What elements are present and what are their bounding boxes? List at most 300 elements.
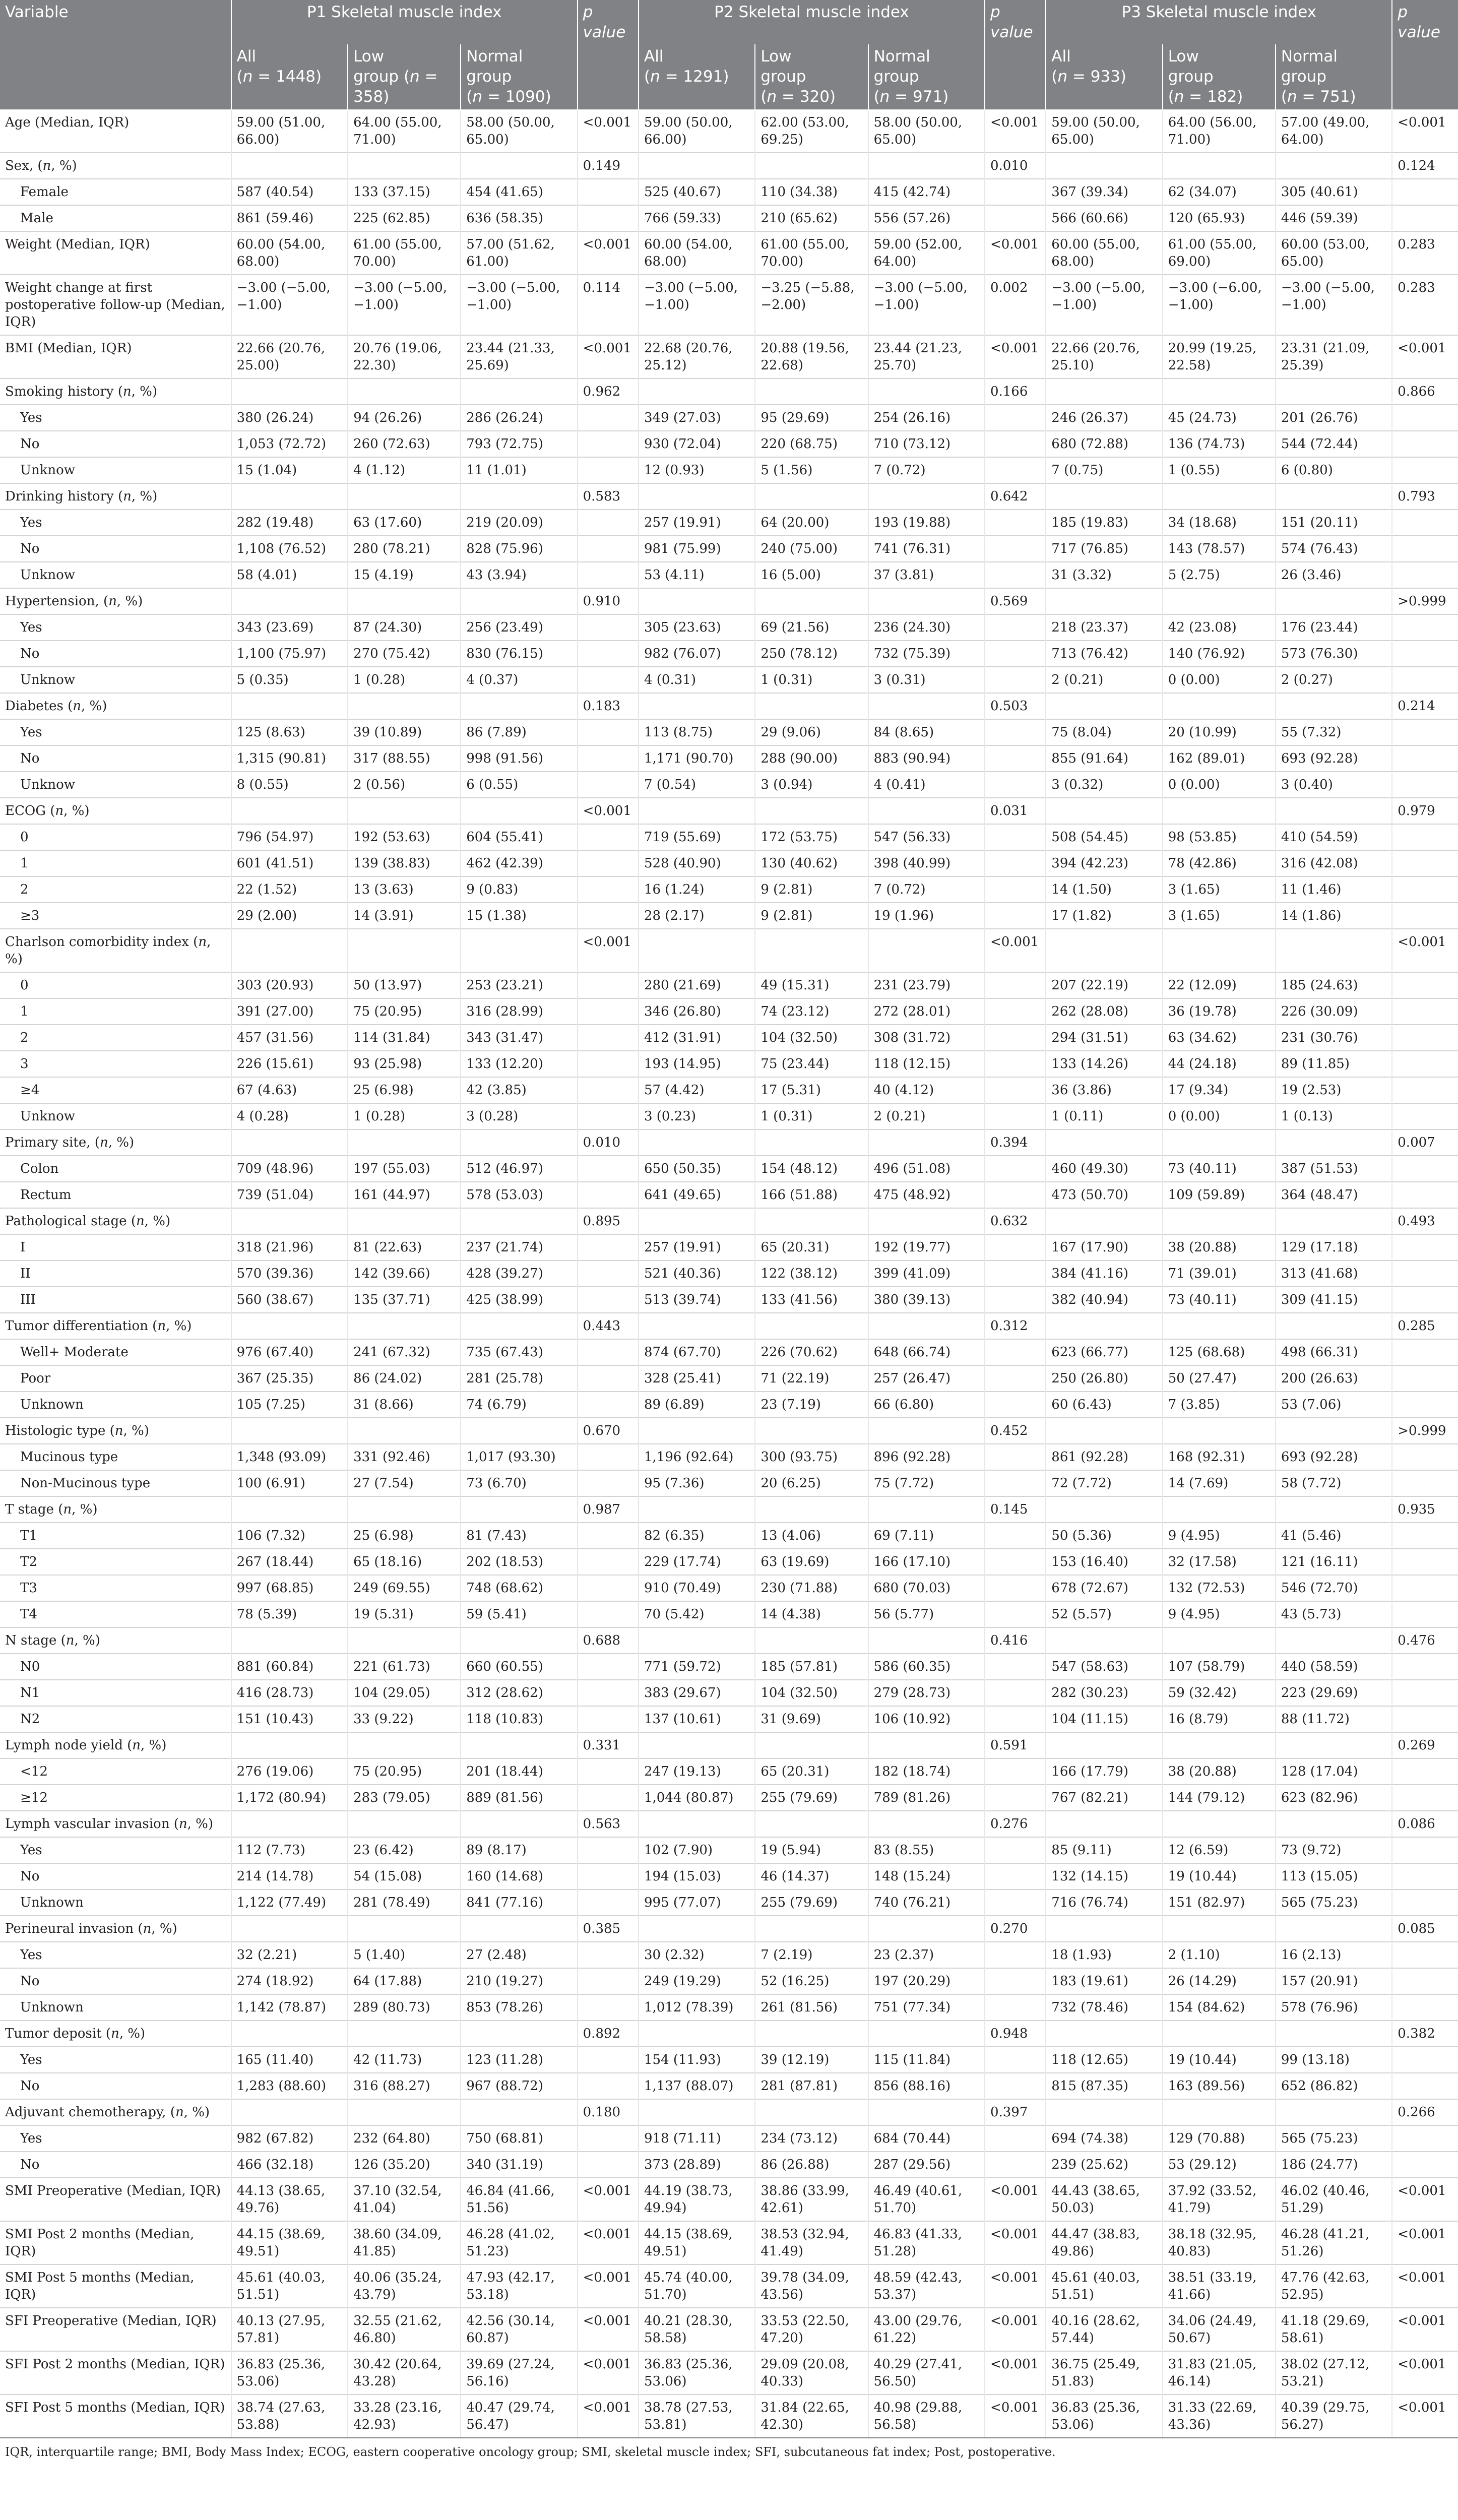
value-cell <box>348 798 461 824</box>
table-row <box>0 457 1458 483</box>
p-value-cell <box>985 1549 1046 1575</box>
p-value-cell <box>578 1889 639 1916</box>
value-cell: 281 (87.81) <box>755 2073 868 2099</box>
p-value-cell: 0.632 <box>985 1208 1046 1234</box>
value-cell <box>755 1129 868 1156</box>
value-cell: 460 (49.30) <box>1046 1156 1162 1182</box>
value-cell: 121 (16.11) <box>1276 1549 1392 1575</box>
value-cell: 19 (1.96) <box>868 903 985 929</box>
row-label: T stage (n, %) <box>0 1496 231 1523</box>
value-cell: 44.47 (38.83, 49.86) <box>1046 2221 1162 2264</box>
value-cell: 42 (3.85) <box>461 1077 577 1103</box>
value-cell <box>1163 1208 1276 1234</box>
value-cell: 82 (6.35) <box>639 1523 755 1549</box>
p-value-cell: 0.085 <box>1392 1916 1458 1942</box>
value-cell <box>1046 693 1162 719</box>
value-cell: 52 (16.25) <box>755 1968 868 1994</box>
p-value-cell <box>1392 1103 1458 1129</box>
value-cell: 38.78 (27.53, 53.81) <box>639 2395 755 2437</box>
p-value-cell <box>578 1994 639 2021</box>
value-cell: 182 (18.74) <box>868 1758 985 1785</box>
value-cell: 4 (1.12) <box>348 457 461 483</box>
value-cell: 129 (17.18) <box>1276 1234 1392 1261</box>
p-value-cell <box>578 1942 639 1968</box>
value-cell: 60.00 (55.00, 68.00) <box>1046 231 1162 275</box>
value-cell: 44.43 (38.65, 50.03) <box>1046 2178 1162 2221</box>
value-cell <box>868 1129 985 1156</box>
value-cell: 446 (59.39) <box>1276 205 1392 231</box>
value-cell: 648 (66.74) <box>868 1339 985 1365</box>
subheader-p1-all: All (n = 1448) <box>231 44 348 109</box>
p-value-cell <box>578 1601 639 1627</box>
p-value-cell: 0.397 <box>985 2099 1046 2125</box>
p-value-cell <box>1392 1837 1458 1863</box>
value-cell: 185 (24.63) <box>1276 972 1392 998</box>
subheader-p3-low-group: Low group (n = 182) <box>1163 44 1276 109</box>
p-value-cell <box>1392 1863 1458 1889</box>
value-cell: 660 (60.55) <box>461 1654 577 1680</box>
row-label: SMI Post 2 months (Median, IQR) <box>0 2221 231 2264</box>
p-value-cell <box>985 745 1046 772</box>
value-cell <box>755 693 868 719</box>
value-cell <box>1046 1129 1162 1156</box>
value-cell <box>1163 2099 1276 2125</box>
value-cell: 1,196 (92.64) <box>639 1444 755 1470</box>
value-cell: 73 (40.11) <box>1163 1287 1276 1313</box>
value-cell: 202 (18.53) <box>461 1549 577 1575</box>
p-value-cell: >0.999 <box>1392 588 1458 614</box>
row-label: Male <box>0 205 231 231</box>
p-value-cell <box>1392 998 1458 1025</box>
value-cell <box>755 379 868 405</box>
value-cell <box>755 1313 868 1339</box>
value-cell <box>1163 1627 1276 1654</box>
value-cell: 60.00 (54.00, 68.00) <box>639 231 755 275</box>
value-cell: 73 (6.70) <box>461 1470 577 1496</box>
p-value-cell: 0.331 <box>578 1732 639 1758</box>
p-value-cell <box>1392 903 1458 929</box>
value-cell <box>1046 1418 1162 1444</box>
value-cell: 1 (0.11) <box>1046 1103 1162 1129</box>
p-value-cell <box>1392 772 1458 798</box>
value-cell: 918 (71.11) <box>639 2125 755 2152</box>
p-value-cell <box>578 1654 639 1680</box>
value-cell: 118 (10.83) <box>461 1706 577 1732</box>
value-cell: 38.86 (33.99, 42.61) <box>755 2178 868 2221</box>
value-cell: 1,017 (93.30) <box>461 1444 577 1470</box>
value-cell: 14 (4.38) <box>755 1601 868 1627</box>
value-cell <box>755 798 868 824</box>
value-cell: −3.00 (−5.00, −1.00) <box>231 275 348 335</box>
value-cell: 135 (37.71) <box>348 1287 461 1313</box>
p-value-cell <box>985 1103 1046 1129</box>
value-cell <box>755 2021 868 2047</box>
value-cell <box>348 1313 461 1339</box>
value-cell: 17 (1.82) <box>1046 903 1162 929</box>
value-cell: 132 (14.15) <box>1046 1863 1162 1889</box>
value-cell: 29 (9.06) <box>755 719 868 745</box>
p-value-cell <box>1392 614 1458 641</box>
p-value-cell <box>578 405 639 431</box>
value-cell: 1 (0.13) <box>1276 1103 1392 1129</box>
value-cell: 1,053 (72.72) <box>231 431 348 457</box>
p-value-cell <box>1392 536 1458 562</box>
value-cell: 23 (6.42) <box>348 1837 461 1863</box>
value-cell: 44.15 (38.69, 49.51) <box>639 2221 755 2264</box>
value-cell: 544 (72.44) <box>1276 431 1392 457</box>
row-label: Colon <box>0 1156 231 1182</box>
value-cell: 38.53 (32.94, 41.49) <box>755 2221 868 2264</box>
value-cell: 4 (0.37) <box>461 667 577 693</box>
value-cell: 678 (72.67) <box>1046 1575 1162 1601</box>
value-cell: 69 (7.11) <box>868 1523 985 1549</box>
value-cell: 694 (74.38) <box>1046 2125 1162 2152</box>
p-value-cell: 0.285 <box>1392 1313 1458 1339</box>
value-cell <box>868 1811 985 1837</box>
value-cell: 39.69 (27.24, 56.16) <box>461 2351 577 2395</box>
table-row <box>0 379 1458 405</box>
p-value-cell <box>985 614 1046 641</box>
value-cell: 88 (11.72) <box>1276 1706 1392 1732</box>
p-value-cell: 0.283 <box>1392 275 1458 335</box>
p-value-cell: <0.001 <box>1392 2351 1458 2395</box>
p-value-cell <box>985 1654 1046 1680</box>
p-value-cell: 0.270 <box>985 1916 1046 1942</box>
value-cell: 40.16 (28.62, 57.44) <box>1046 2308 1162 2351</box>
p-value-cell <box>578 179 639 205</box>
p-value-cell <box>985 719 1046 745</box>
value-cell: 828 (75.96) <box>461 536 577 562</box>
value-cell: 36 (19.78) <box>1163 998 1276 1025</box>
value-cell: 8 (0.55) <box>231 772 348 798</box>
p-value-cell: <0.001 <box>985 2351 1046 2395</box>
value-cell <box>755 588 868 614</box>
value-cell: 680 (70.03) <box>868 1575 985 1601</box>
value-cell: 133 (41.56) <box>755 1287 868 1313</box>
value-cell <box>1276 2099 1392 2125</box>
p-value-cell <box>985 1392 1046 1418</box>
p-value-cell <box>985 1051 1046 1077</box>
value-cell <box>461 929 577 972</box>
value-cell <box>461 2099 577 2125</box>
value-cell: 60.00 (53.00, 65.00) <box>1276 231 1392 275</box>
p-value-cell: <0.001 <box>578 335 639 379</box>
value-cell: 262 (28.08) <box>1046 998 1162 1025</box>
p-value-cell <box>1392 179 1458 205</box>
table-row <box>0 1889 1458 1916</box>
value-cell: 253 (23.21) <box>461 972 577 998</box>
p-value-cell <box>1392 431 1458 457</box>
value-cell: 87 (24.30) <box>348 614 461 641</box>
table-row <box>0 510 1458 536</box>
value-cell: 48.59 (42.43, 53.37) <box>868 2264 985 2308</box>
table-row <box>0 275 1458 335</box>
row-label: T1 <box>0 1523 231 1549</box>
value-cell: 45 (24.73) <box>1163 405 1276 431</box>
value-cell <box>1276 2021 1392 2047</box>
p-value-cell: <0.001 <box>1392 929 1458 972</box>
value-cell: 2 (0.21) <box>1046 667 1162 693</box>
header-row-groups <box>0 0 1458 44</box>
value-cell: 766 (59.33) <box>639 205 755 231</box>
p-value-cell: <0.001 <box>1392 2178 1458 2221</box>
value-cell: 399 (41.09) <box>868 1261 985 1287</box>
value-cell: 72 (7.72) <box>1046 1470 1162 1496</box>
subheader-p3-all: All (n = 933) <box>1046 44 1162 109</box>
p-value-cell <box>1392 1549 1458 1575</box>
p-value-cell <box>1392 824 1458 850</box>
value-cell <box>1163 483 1276 510</box>
value-cell: 276 (19.06) <box>231 1758 348 1785</box>
value-cell: 33.53 (22.50, 47.20) <box>755 2308 868 2351</box>
p-value-cell <box>1392 1785 1458 1811</box>
row-label: N2 <box>0 1706 231 1732</box>
value-cell: 274 (18.92) <box>231 1968 348 1994</box>
value-cell <box>461 693 577 719</box>
value-cell: 750 (68.81) <box>461 2125 577 2152</box>
value-cell: 112 (7.73) <box>231 1837 348 1863</box>
p-value-cell <box>578 641 639 667</box>
value-cell: 53 (29.12) <box>1163 2152 1276 2178</box>
p-value-cell: 0.031 <box>985 798 1046 824</box>
value-cell <box>348 1129 461 1156</box>
value-cell: 272 (28.01) <box>868 998 985 1025</box>
p-value-cell: <0.001 <box>985 231 1046 275</box>
value-cell: 636 (58.35) <box>461 205 577 231</box>
table-row <box>0 1811 1458 1837</box>
p-value-cell <box>985 1837 1046 1863</box>
value-cell: 22.66 (20.76, 25.00) <box>231 335 348 379</box>
value-cell: 1,137 (88.07) <box>639 2073 755 2099</box>
value-cell: 104 (32.50) <box>755 1680 868 1706</box>
p-value-cell <box>985 903 1046 929</box>
p-value-cell: <0.001 <box>985 2221 1046 2264</box>
value-cell: 7 (0.54) <box>639 772 755 798</box>
value-cell: 1,171 (90.70) <box>639 745 755 772</box>
p-value-cell: <0.001 <box>578 2351 639 2395</box>
value-cell <box>1163 1916 1276 1942</box>
p-value-cell <box>578 2152 639 2178</box>
value-cell: 466 (32.18) <box>231 2152 348 2178</box>
value-cell: 556 (57.26) <box>868 205 985 231</box>
value-cell: 282 (30.23) <box>1046 1680 1162 1706</box>
value-cell: 462 (42.39) <box>461 850 577 876</box>
value-cell: 2 (0.21) <box>868 1103 985 1129</box>
value-cell: 85 (9.11) <box>1046 1837 1162 1863</box>
value-cell: 9 (0.83) <box>461 876 577 903</box>
value-cell: 425 (38.99) <box>461 1287 577 1313</box>
p-value-cell <box>578 1549 639 1575</box>
value-cell: 2 (0.27) <box>1276 667 1392 693</box>
value-cell: 910 (70.49) <box>639 1575 755 1601</box>
value-cell: 129 (70.88) <box>1163 2125 1276 2152</box>
p-value-cell <box>1392 1470 1458 1496</box>
subheader-p2-all: All (n = 1291) <box>639 44 755 109</box>
value-cell: 52 (5.57) <box>1046 1601 1162 1627</box>
p-value-cell <box>1392 1968 1458 1994</box>
value-cell <box>1163 588 1276 614</box>
row-label: SMI Preoperative (Median, IQR) <box>0 2178 231 2221</box>
p-value-cell <box>985 1785 1046 1811</box>
value-cell <box>1163 1418 1276 1444</box>
table-row <box>0 1261 1458 1287</box>
table-row <box>0 1051 1458 1077</box>
value-cell: 237 (21.74) <box>461 1234 577 1261</box>
value-cell: 193 (14.95) <box>639 1051 755 1077</box>
row-label: No <box>0 745 231 772</box>
value-cell <box>639 1496 755 1523</box>
table-row <box>0 2178 1458 2221</box>
p-value-cell <box>985 1942 1046 1968</box>
p-value-cell: 0.180 <box>578 2099 639 2125</box>
table-row <box>0 1470 1458 1496</box>
value-cell: 4 (0.41) <box>868 772 985 798</box>
value-cell <box>755 1811 868 1837</box>
p-value-cell <box>1392 1261 1458 1287</box>
value-cell <box>348 1732 461 1758</box>
value-cell <box>231 929 348 972</box>
value-cell: 61.00 (55.00, 70.00) <box>755 231 868 275</box>
row-label: Weight change at first postoperative follow-up (Median, IQR) <box>0 275 231 335</box>
value-cell <box>1163 1313 1276 1339</box>
value-cell: 587 (40.54) <box>231 179 348 205</box>
p-value-cell <box>578 2073 639 2099</box>
table-row <box>0 1863 1458 1889</box>
p-value-cell <box>985 405 1046 431</box>
p-value-cell <box>1392 1680 1458 1706</box>
value-cell: 104 (29.05) <box>348 1680 461 1706</box>
value-cell: 2 (1.10) <box>1163 1942 1276 1968</box>
value-cell <box>231 693 348 719</box>
row-label: II <box>0 1261 231 1287</box>
p-value-cell <box>1392 1182 1458 1208</box>
table-row <box>0 1994 1458 2021</box>
value-cell: 125 (68.68) <box>1163 1339 1276 1365</box>
value-cell <box>348 1627 461 1654</box>
p-value-cell: 0.583 <box>578 483 639 510</box>
row-label: ≥3 <box>0 903 231 929</box>
row-label: Weight (Median, IQR) <box>0 231 231 275</box>
value-cell: 997 (68.85) <box>231 1575 348 1601</box>
table-row <box>0 824 1458 850</box>
value-cell: 305 (40.61) <box>1276 179 1392 205</box>
value-cell <box>348 153 461 179</box>
table-row <box>0 2125 1458 2152</box>
value-cell: 547 (58.63) <box>1046 1654 1162 1680</box>
p-value-cell <box>578 1392 639 1418</box>
value-cell: 38.18 (32.95, 40.83) <box>1163 2221 1276 2264</box>
table-row <box>0 2152 1458 2178</box>
value-cell: 133 (14.26) <box>1046 1051 1162 1077</box>
p-value-cell: <0.001 <box>578 2221 639 2264</box>
row-label: 2 <box>0 1025 231 1051</box>
value-cell: 95 (29.69) <box>755 405 868 431</box>
value-cell: 166 (51.88) <box>755 1182 868 1208</box>
p-value-cell: 0.591 <box>985 1732 1046 1758</box>
value-cell: 0 (0.00) <box>1163 772 1276 798</box>
table-row <box>0 588 1458 614</box>
p-value-cell: 0.892 <box>578 2021 639 2047</box>
p-value-cell <box>578 1025 639 1051</box>
p-value-cell: 0.269 <box>1392 1732 1458 1758</box>
value-cell <box>639 2021 755 2047</box>
row-label: Yes <box>0 1942 231 1968</box>
value-cell <box>1163 1811 1276 1837</box>
value-cell: 428 (39.27) <box>461 1261 577 1287</box>
value-cell: 226 (30.09) <box>1276 998 1392 1025</box>
value-cell: 95 (7.36) <box>639 1470 755 1496</box>
value-cell: 161 (44.97) <box>348 1182 461 1208</box>
value-cell: 889 (81.56) <box>461 1785 577 1811</box>
value-cell: 604 (55.41) <box>461 824 577 850</box>
value-cell: 46.84 (41.66, 51.56) <box>461 2178 577 2221</box>
table-row <box>0 1313 1458 1339</box>
p-value-cell <box>578 1051 639 1077</box>
value-cell: 383 (29.67) <box>639 1680 755 1706</box>
p-value-cell <box>578 1287 639 1313</box>
value-cell: 1,172 (80.94) <box>231 1785 348 1811</box>
value-cell: 81 (7.43) <box>461 1523 577 1549</box>
table-row <box>0 1103 1458 1129</box>
row-label: 0 <box>0 824 231 850</box>
p-value-cell: <0.001 <box>985 109 1046 153</box>
p-value-cell: 0.948 <box>985 2021 1046 2047</box>
value-cell: 20.76 (19.06, 22.30) <box>348 335 461 379</box>
value-cell <box>1046 2099 1162 2125</box>
value-cell: 23.44 (21.23, 25.70) <box>868 335 985 379</box>
value-cell: 49 (15.31) <box>755 972 868 998</box>
value-cell: 43 (3.94) <box>461 562 577 588</box>
row-label: Unknow <box>0 457 231 483</box>
p-value-cell: 0.979 <box>1392 798 1458 824</box>
table-row <box>0 1916 1458 1942</box>
value-cell: 31.83 (21.05, 46.14) <box>1163 2351 1276 2395</box>
value-cell: 282 (19.48) <box>231 510 348 536</box>
value-cell: 230 (71.88) <box>755 1575 868 1601</box>
value-cell: 71 (22.19) <box>755 1365 868 1392</box>
value-cell <box>461 1732 577 1758</box>
table-row <box>0 1549 1458 1575</box>
p-value-cell: <0.001 <box>578 2264 639 2308</box>
value-cell: 830 (76.15) <box>461 641 577 667</box>
value-cell: 732 (78.46) <box>1046 1994 1162 2021</box>
value-cell: 33.28 (23.16, 42.93) <box>348 2395 461 2437</box>
value-cell: 7 (0.75) <box>1046 457 1162 483</box>
value-cell: 13 (3.63) <box>348 876 461 903</box>
table-row <box>0 153 1458 179</box>
value-cell: 153 (16.40) <box>1046 1549 1162 1575</box>
p-value-cell: 0.688 <box>578 1627 639 1654</box>
group-header-p1: P1 Skeletal muscle index <box>231 0 578 44</box>
value-cell: 57.00 (51.62, 61.00) <box>461 231 577 275</box>
p-value-cell <box>578 1680 639 1706</box>
value-cell: 57.00 (49.00, 64.00) <box>1276 109 1392 153</box>
value-cell: 475 (48.92) <box>868 1182 985 1208</box>
p-value-cell <box>1392 1654 1458 1680</box>
value-cell: 154 (84.62) <box>1163 1994 1276 2021</box>
p-value-cell <box>1392 1025 1458 1051</box>
value-cell: −3.00 (−5.00, −1.00) <box>461 275 577 335</box>
value-cell <box>348 1496 461 1523</box>
value-cell: −3.00 (−5.00, −1.00) <box>348 275 461 335</box>
p-value-cell: <0.001 <box>1392 2395 1458 2437</box>
value-cell <box>639 153 755 179</box>
value-cell: 982 (67.82) <box>231 2125 348 2152</box>
p-value-cell: 0.149 <box>578 153 639 179</box>
value-cell: 38.74 (27.63, 53.88) <box>231 2395 348 2437</box>
value-cell <box>348 1208 461 1234</box>
row-label: Female <box>0 179 231 205</box>
